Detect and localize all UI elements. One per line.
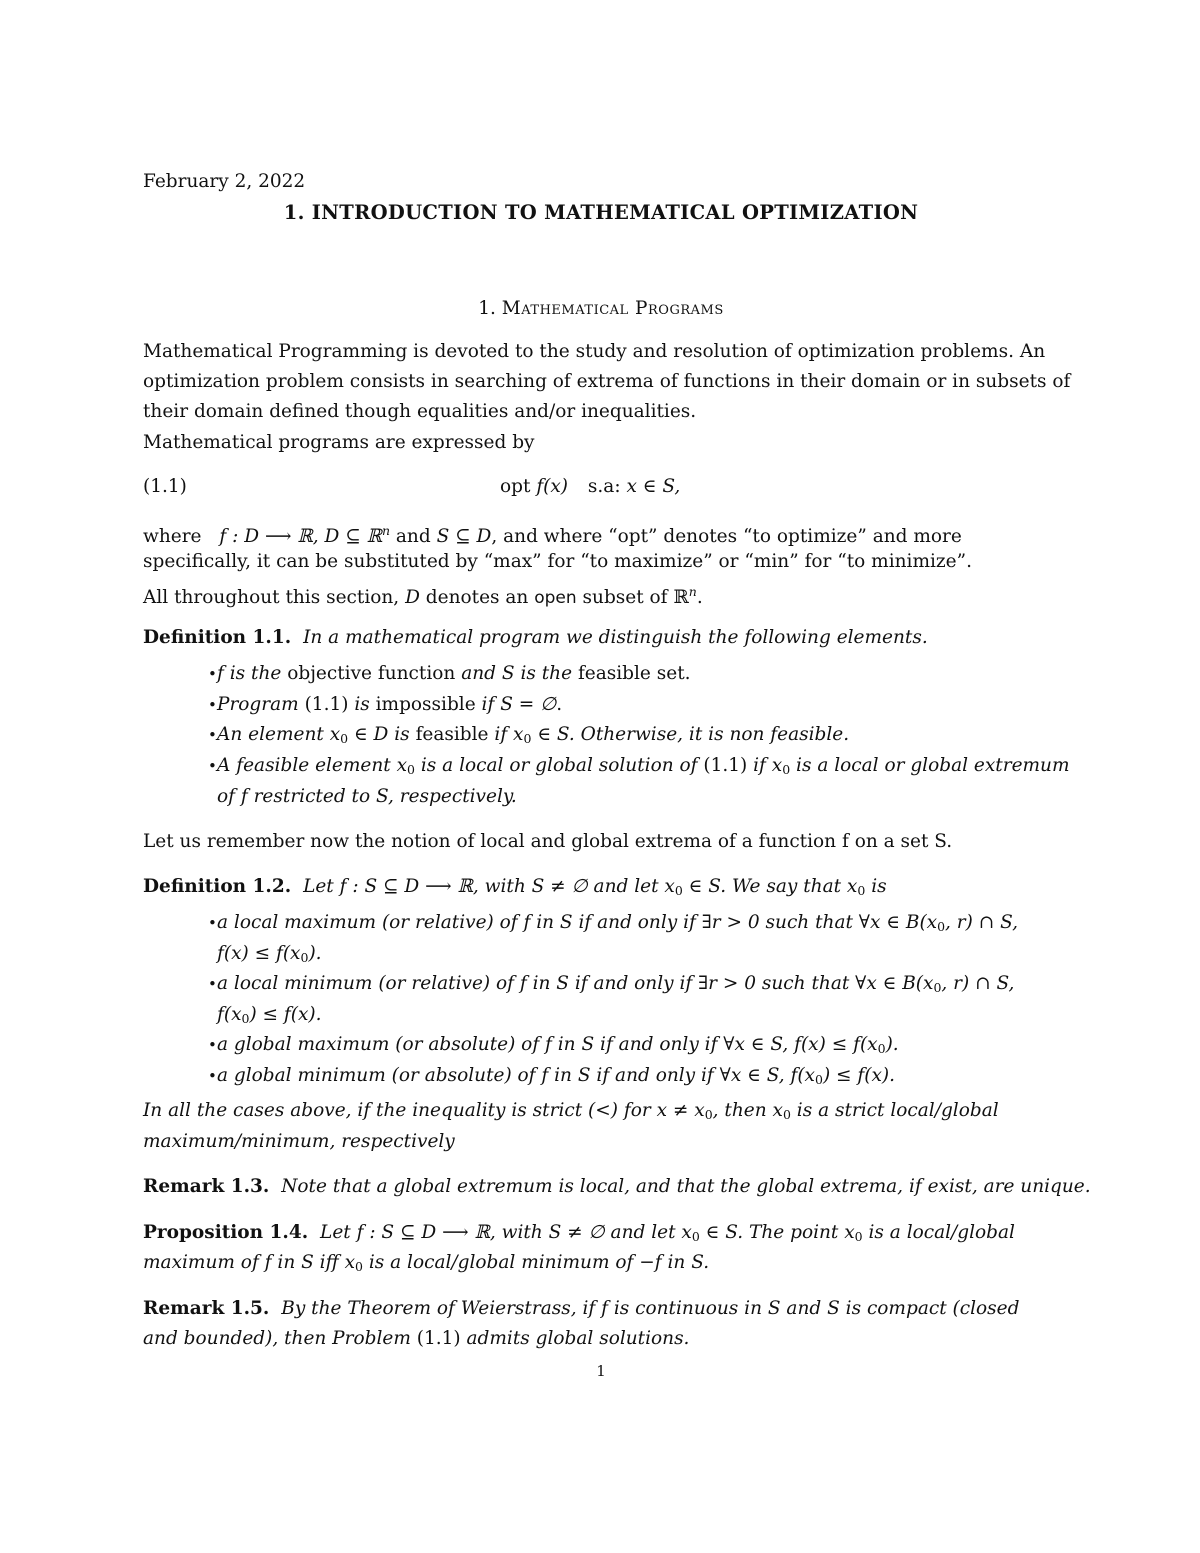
- section-title: Mathematical Programs: [501, 298, 724, 319]
- bullet: •: [208, 914, 217, 932]
- subscript: 0: [877, 1041, 886, 1056]
- item-text: and: [455, 663, 502, 684]
- subscript: 0: [523, 731, 532, 746]
- equation-1-1: [500, 472, 680, 502]
- bullet: •: [208, 696, 217, 714]
- item-text: x: [329, 724, 341, 745]
- item-text: if: [747, 755, 772, 776]
- closing-text: In all the cases above, if the inequality is strict (<) for x ≠ x: [143, 1100, 705, 1121]
- open-set-dimension: n: [688, 584, 697, 599]
- chapter-title: 1. INTRODUCTION TO MATHEMATICAL OPTIMIZATION: [283, 201, 919, 224]
- page-number: 1: [596, 1362, 606, 1380]
- item-text: a local minimum (or relative) of f in S if and only if ∃r > 0 such that ∀x ∈ B(x: [217, 973, 934, 994]
- item-text: is the: [223, 663, 288, 684]
- item-text: .: [684, 663, 691, 684]
- item-text: is: [348, 694, 376, 715]
- where-text: where: [143, 526, 202, 547]
- remark-1-5-text: By the Theorem of Weierstrass, if f is continuous in S and S is compact (closed: [281, 1298, 1020, 1319]
- item-text: S: [501, 663, 515, 684]
- where-opt-text: , and where “opt” denotes “to optimize” and more: [491, 526, 962, 547]
- bullet: •: [208, 1067, 217, 1085]
- definition-1-1: [143, 623, 928, 653]
- definition-1-2-item-1: [208, 908, 1019, 942]
- item-text: if: [488, 724, 514, 745]
- feasible-set-term: feasible set: [577, 663, 685, 684]
- closing-text: , then x: [712, 1100, 783, 1121]
- item-text: a local maximum (or relative) of f in S if and only if ∃r > 0 such that ∀x ∈ B(x: [217, 912, 938, 933]
- item-text: is a local or global solution of: [415, 755, 704, 776]
- open-keyword: open: [534, 588, 577, 608]
- bullet: •: [208, 757, 217, 775]
- def-text: is: [865, 876, 887, 897]
- subscript: 0: [815, 1072, 823, 1087]
- bullet: •: [208, 726, 217, 744]
- objective-function-term: objective function: [287, 663, 456, 684]
- equation-reference: (1.1): [304, 694, 349, 715]
- intro-line-1: Mathematical Programming is devoted to the study and resolution of optimization problems. An: [143, 341, 1046, 362]
- definition-1-2-label: Definition 1.2.: [143, 876, 292, 897]
- remark-1-3-text: Note that a global extremum is local, and that the global extrema, if exist, are unique.: [281, 1176, 1091, 1197]
- item-text: Program: [217, 694, 305, 715]
- subscript: 0: [854, 1229, 863, 1244]
- subscript: 0: [674, 883, 683, 898]
- prop-text: ∈ S. The point x: [699, 1222, 855, 1243]
- item-text: .: [556, 694, 563, 715]
- definition-1-2-item-1-cont: [217, 939, 322, 973]
- definition-1-1-item-1: [208, 659, 691, 689]
- subscript: 0: [407, 762, 415, 777]
- subscript: 0: [300, 950, 309, 965]
- open-set-period: .: [696, 587, 703, 608]
- item-text: ) ≤ f(x).: [822, 1065, 896, 1086]
- where-dimension: n: [381, 523, 391, 538]
- definition-1-2-item-3: [208, 1030, 899, 1064]
- where-line-2: specifically, it can be substituted by “max” for “to maximize” or “min” for “to minimize”.: [143, 551, 972, 572]
- item-text: ) ≤ f(x).: [249, 1004, 322, 1025]
- bullet: •: [208, 665, 217, 683]
- intro-line-2: optimization problem consists in searching of extrema of functions in their domain or in subsets of: [143, 371, 1071, 392]
- definition-1-1-text: In a mathematical program we distinguish the following elements.: [303, 627, 928, 648]
- item-text: a global minimum (or absolute) of f in S if and only if ∀x ∈ S, f(x: [217, 1065, 815, 1086]
- subscript: 0: [782, 762, 791, 777]
- open-set-text-2: denotes an: [419, 587, 535, 608]
- prop-text: Let f : S ⊆ D ⟶ ℝ, with S ≠ ∅ and let x: [320, 1222, 692, 1243]
- item-text: a global maximum (or absolute) of f in S if and only if ∀x ∈ S, f(x) ≤ f(x: [217, 1034, 878, 1055]
- open-set-reals: ℝ: [673, 587, 689, 608]
- intro-line-4: Mathematical programs are expressed by: [143, 432, 535, 453]
- definition-1-1-label: Definition 1.1.: [143, 627, 292, 648]
- item-text: is the: [514, 663, 578, 684]
- equation-sa: s.a:: [587, 476, 621, 497]
- open-set-text-3: subset of: [576, 587, 674, 608]
- item-text: ∈ S. Otherwise, it is non feasible.: [531, 724, 850, 745]
- item-text: x: [771, 755, 783, 776]
- section-number: 1.: [478, 298, 496, 319]
- item-text: x: [513, 724, 524, 745]
- remark-1-5-label: Remark 1.5.: [143, 1298, 270, 1319]
- definition-1-2-item-4: [208, 1061, 896, 1095]
- item-text: is a local or global extremum: [790, 755, 1070, 776]
- definition-1-1-item-2: [208, 690, 563, 720]
- def-text: ∈ S. We say that x: [682, 876, 858, 897]
- definition-1-1-item-4: [208, 751, 1070, 785]
- definition-1-2-closing-1: [143, 1096, 999, 1130]
- definition-1-2-item-2-cont: [217, 1000, 322, 1034]
- equation-opt: opt: [500, 476, 531, 497]
- item-text: f: [217, 663, 224, 684]
- remark-1-5-line-2: [143, 1324, 689, 1354]
- prop-text: is a local/global: [862, 1222, 1015, 1243]
- equation-reference: (1.1): [703, 755, 748, 776]
- item-text: x: [396, 755, 408, 776]
- subscript: 0: [340, 731, 349, 746]
- definition-1-2-closing-2: maximum/minimum, respectively: [143, 1131, 455, 1152]
- item-text: S = ∅: [500, 694, 557, 715]
- definition-1-2: [143, 872, 887, 906]
- where-line-3: [143, 577, 703, 613]
- subscript: 0: [704, 1107, 713, 1122]
- remark-1-3: [143, 1172, 1091, 1202]
- where-domain: f : D ⟶ ℝ, D ⊆ ℝ: [219, 526, 382, 547]
- where-and: and: [390, 526, 437, 547]
- closing-text: is a strict local/global: [790, 1100, 999, 1121]
- intro-line-3: their domain defined though equalities and/or inequalities.: [143, 401, 697, 422]
- subscript: 0: [241, 1011, 250, 1026]
- item-text: if: [475, 694, 501, 715]
- feasible-term: feasible: [415, 724, 489, 745]
- proposition-1-4-line-2: [143, 1248, 709, 1282]
- subscript: 0: [937, 919, 946, 934]
- remark-text: admits global solutions.: [460, 1328, 690, 1349]
- item-text: , r) ∩ S,: [941, 973, 1015, 994]
- remark-1-5: [143, 1294, 1019, 1324]
- subscript: 0: [782, 1107, 791, 1122]
- proposition-1-4: [143, 1218, 1015, 1252]
- recall-line: Let us remember now the notion of local and global extrema of a function f on a set S.: [143, 831, 953, 852]
- item-text: ).: [885, 1034, 899, 1055]
- prop-text: is a local/global minimum of −f in S.: [362, 1252, 710, 1273]
- subscript: 0: [355, 1259, 363, 1274]
- where-feasible: S ⊆ D: [436, 526, 492, 547]
- item-text: f(x) ≤ f(x: [217, 943, 301, 964]
- equation-reference: (1.1): [416, 1328, 461, 1349]
- open-set-text: All throughout this section,: [143, 587, 406, 608]
- item-text: f(x: [217, 1004, 242, 1025]
- item-text: ∈ D is: [348, 724, 416, 745]
- item-text: ).: [308, 943, 322, 964]
- equation-label: (1.1): [143, 476, 187, 497]
- def-text: Let f : S ⊆ D ⟶ ℝ, with S ≠ ∅ and let x: [303, 876, 675, 897]
- prop-text: maximum of f in S iff x: [143, 1252, 356, 1273]
- item-text: , r) ∩ S,: [945, 912, 1019, 933]
- open-set-d: D: [405, 587, 420, 608]
- subscript: 0: [857, 883, 866, 898]
- impossible-term: impossible: [375, 694, 476, 715]
- subscript: 0: [691, 1229, 700, 1244]
- equation-condition: x ∈ S,: [626, 476, 681, 497]
- bullet: •: [208, 975, 217, 993]
- definition-1-1-item-3: [208, 720, 850, 754]
- proposition-1-4-label: Proposition 1.4.: [143, 1222, 309, 1243]
- remark-1-3-label: Remark 1.3.: [143, 1176, 270, 1197]
- bullet: •: [208, 1036, 217, 1054]
- definition-1-2-item-2: [208, 969, 1015, 1003]
- equation-fx: f(x): [536, 476, 569, 497]
- document-date: February 2, 2022: [143, 171, 306, 192]
- remark-text: and bounded), then Problem: [143, 1328, 417, 1349]
- subscript: 0: [933, 980, 942, 995]
- definition-1-1-item-4-cont: of f restricted to S, respectively.: [217, 786, 517, 807]
- item-text: A feasible element: [217, 755, 397, 776]
- section-heading: [143, 294, 1059, 324]
- item-text: An element: [217, 724, 330, 745]
